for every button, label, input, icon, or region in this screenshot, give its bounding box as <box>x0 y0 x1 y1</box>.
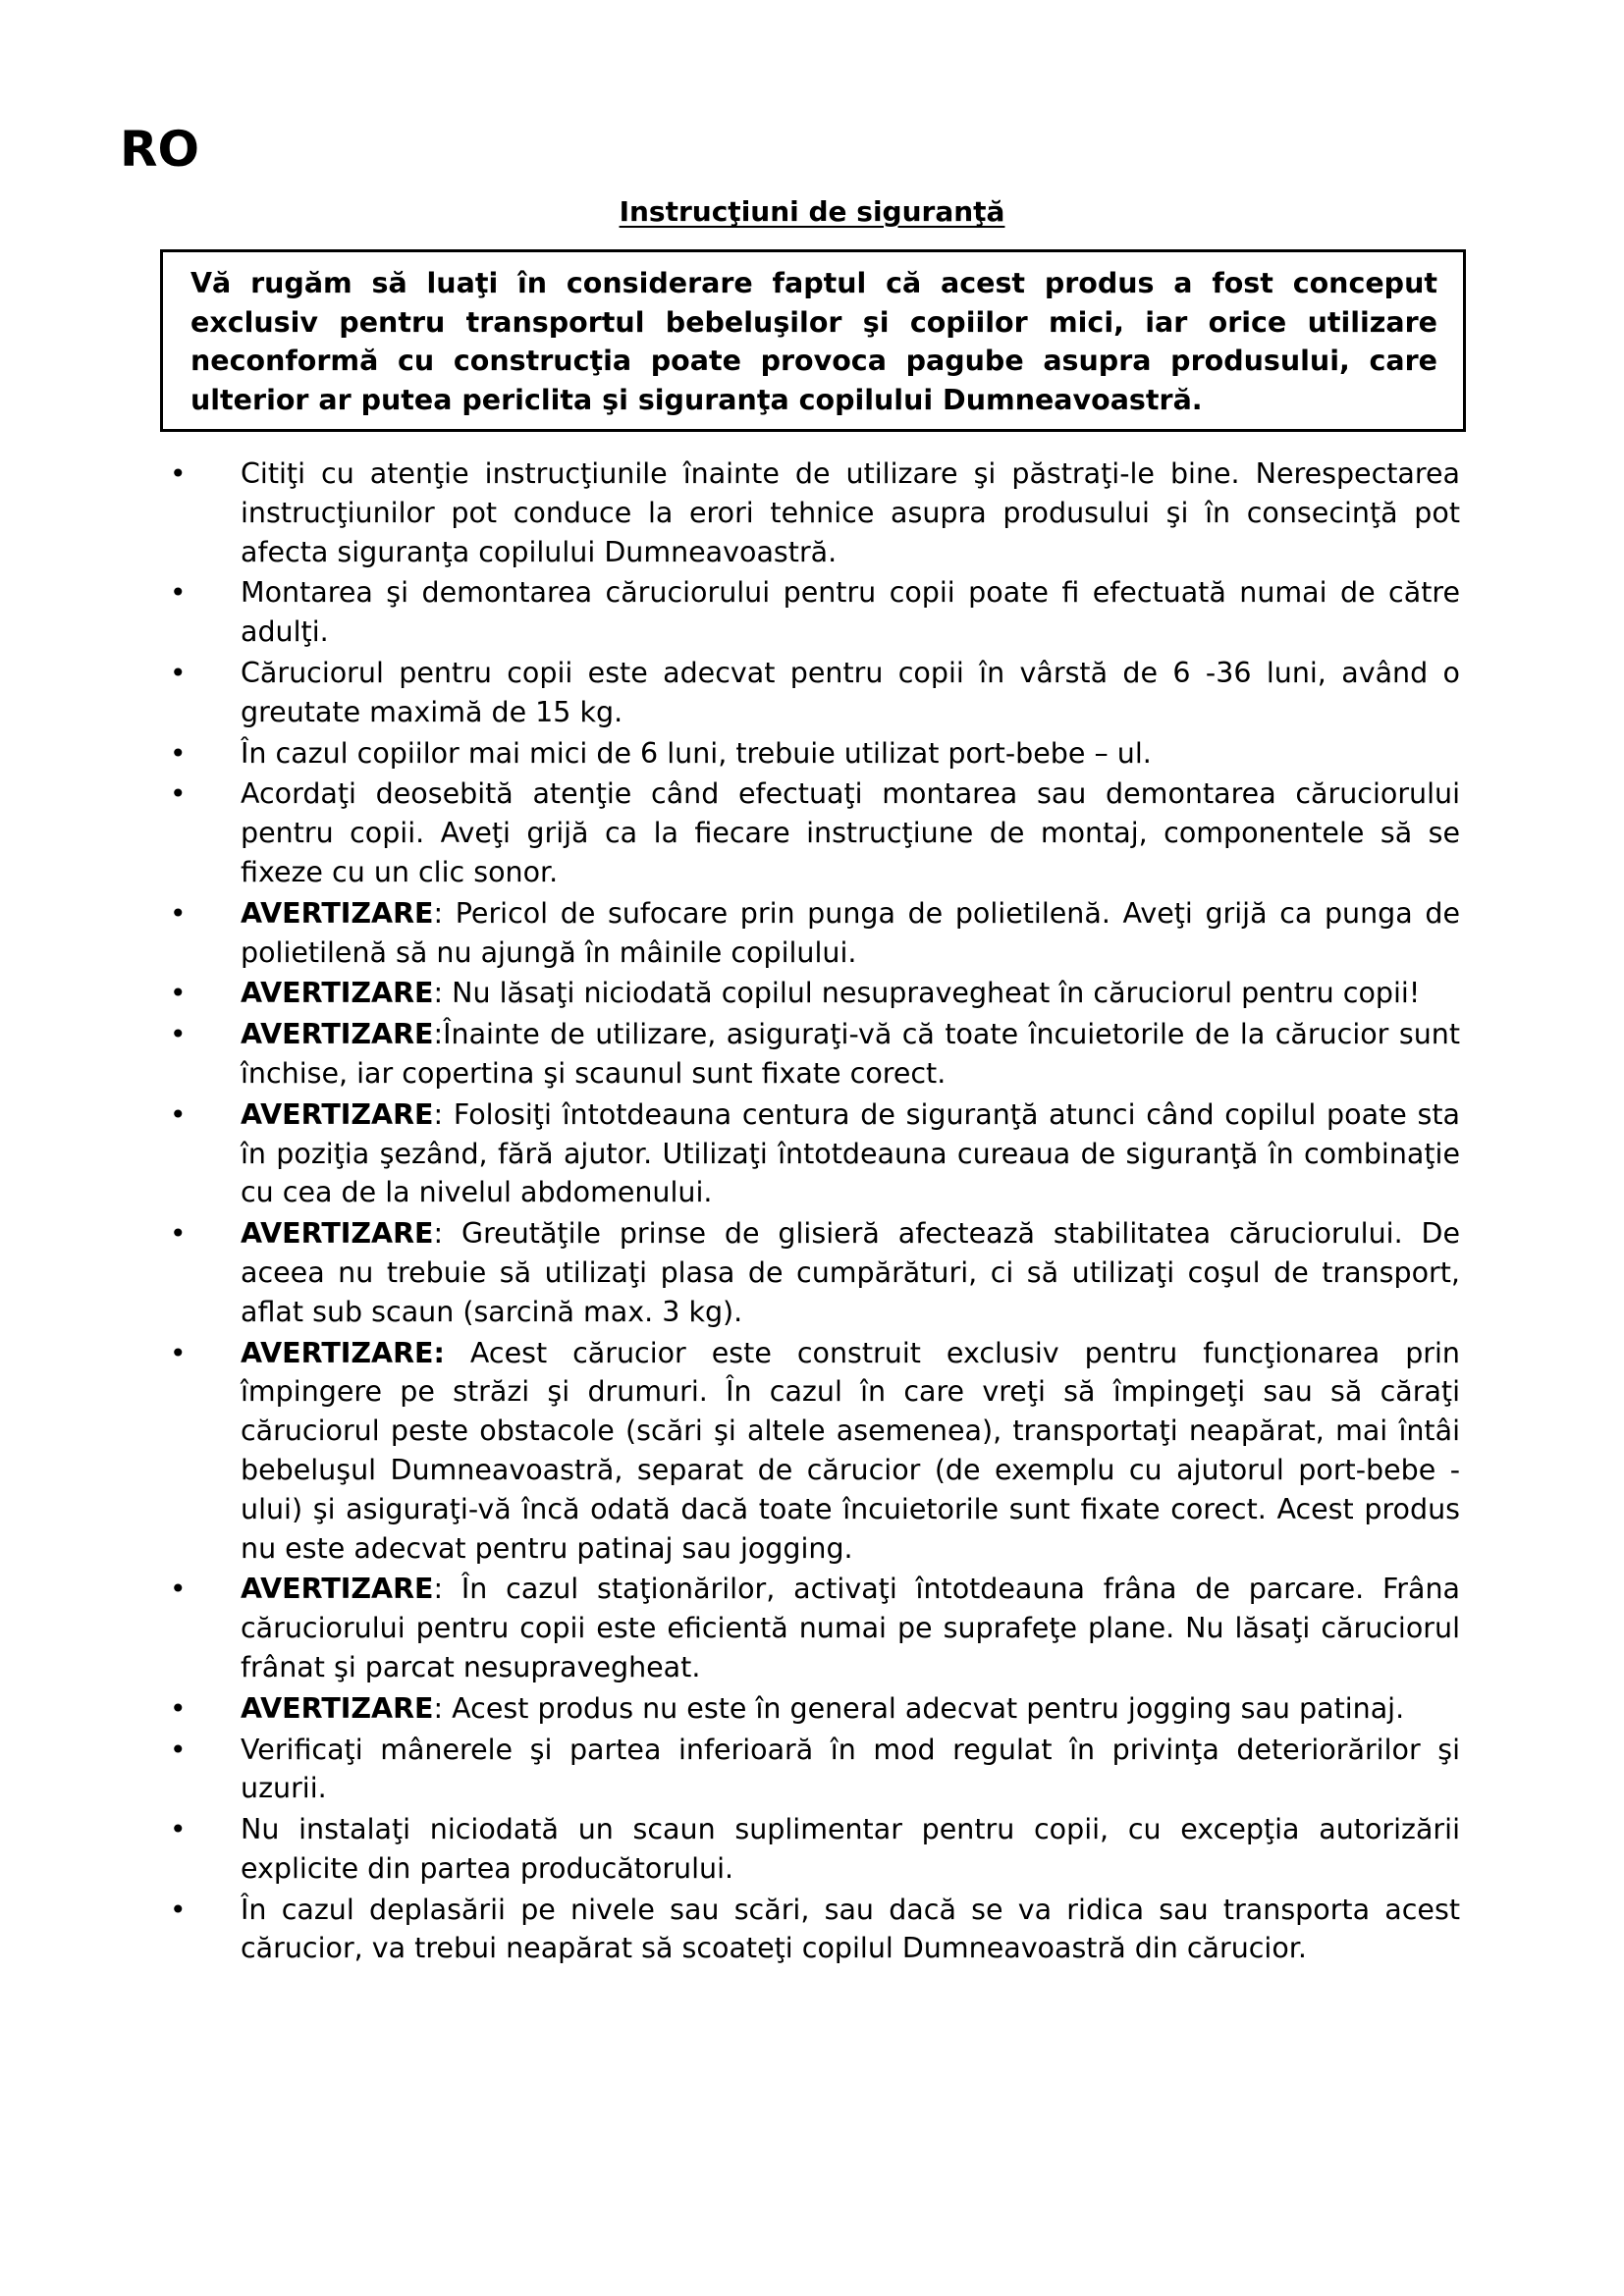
list-item <box>167 734 1460 774</box>
warning-label: AVERTIZARE <box>241 1691 434 1725</box>
bullet-icon: • <box>170 1813 187 1846</box>
item-text: În cazul deplasării pe nivele sau scări, sau dacă se va ridica sau transporta acest cărucior, va trebui neapărat să scoateţi copilul Dumneavoastră din cărucior. <box>241 1893 1460 1965</box>
item-text: :Înainte de utilizare, asiguraţi-vă că toate încuietorile de la cărucior sunt închise, iar copertina şi scaunul sunt fixate corect. <box>241 1018 1460 1090</box>
warning-label: AVERTIZARE <box>241 977 434 1010</box>
item-text: Citiţi cu atenţie instrucţiunile înainte de utilizare şi păstraţi-le bine. Nerespectarea instrucţiunilor pot conduce la erori tehnice asupra produsului şi în consecinţă pot afecta siguranţa copilului Dumneavoastră. <box>241 457 1460 568</box>
bullet-icon: • <box>170 777 187 811</box>
bullet-icon: • <box>170 977 187 1010</box>
list-item <box>167 573 1460 652</box>
bullet-icon: • <box>170 576 187 610</box>
item-text: : Greutăţile prinse de glisieră afectează stabilitatea căruciorului. De aceea nu trebuie să utilizaţi plasa de cumpărături, ci să utilizaţi coşul de transport, aflat sub scaun (sarcină max. 3 kg). <box>241 1217 1460 1328</box>
list-item <box>167 1214 1460 1331</box>
notice-box <box>160 249 1466 432</box>
list-item <box>167 1334 1460 1569</box>
warning-label: AVERTIZARE <box>241 1018 434 1051</box>
bullet-icon: • <box>170 1573 187 1606</box>
bullet-icon: • <box>170 1217 187 1251</box>
item-text: : Pericol de sufocare prin punga de polietilenă. Aveţi grijă ca punga de polietilenă să nu ajungă în mâinile copilului. <box>241 896 1460 969</box>
warning-label: AVERTIZARE <box>241 1217 434 1251</box>
warning-label: AVERTIZARE <box>241 1573 434 1606</box>
item-text: În cazul copiilor mai mici de 6 luni, trebuie utilizat port-bebe – ul. <box>241 736 1152 770</box>
list-item <box>167 1731 1460 1809</box>
item-text: Montarea şi demontarea căruciorului pentru copii poate fi efectuată numai de către adulţi. <box>241 576 1460 649</box>
warning-label: AVERTIZARE <box>241 896 434 930</box>
item-text: Verificaţi mânerele şi partea inferioară în mod regulat în privinţa deteriorărilor şi uzurii. <box>241 1733 1460 1805</box>
item-text: Acest cărucior este construit exclusiv pentru funcţionarea prin împingere pe străzi şi drumuri. În cazul în care vreţi să împingeţi sau să căraţi căruciorul peste obstacole (scări şi altele asemenea), transportaţi neapărat, mai întâi bebeluşul Dumneavoastră, separat de cărucior (de exemplu cu ajutorul port-bebe - ului) şi asiguraţi-vă încă odată dacă toate încuietorile sunt fixate corect. Acest produs nu este adecvat pentru patinaj sau jogging. <box>241 1336 1460 1565</box>
warning-label: AVERTIZARE <box>241 1097 434 1131</box>
list-item <box>167 1015 1460 1094</box>
page-title: Instrucţiuni de siguranţă <box>619 195 1005 228</box>
list-item <box>167 894 1460 973</box>
list-item <box>167 1891 1460 1969</box>
list-item <box>167 1689 1460 1729</box>
item-text: Acordaţi deosebită atenţie când efectuaţi montarea sau demontarea căruciorului pentru copii. Aveţi grijă ca la fiecare instrucţiune de montaj, componentele să se fixeze cu un clic sonor. <box>241 777 1460 888</box>
list-item <box>167 974 1460 1013</box>
item-text: : În cazul staţionărilor, activaţi întotdeauna frâna de parcare. Frâna căruciorului pentru copii este eficientă numai pe suprafeţe plane. Nu lăsaţi căruciorul frânat şi parcat nesupravegheat. <box>241 1573 1460 1683</box>
item-text: : Acest produs nu este în general adecvat pentru jogging sau patinaj. <box>433 1691 1405 1725</box>
bullet-icon: • <box>170 896 187 930</box>
item-text: Nu instalaţi niciodată un scaun suplimentar pentru copii, cu excepţia autorizării explicite din partea producătorului. <box>241 1813 1460 1885</box>
bullet-icon: • <box>170 1097 187 1131</box>
bullet-icon: • <box>170 1018 187 1051</box>
notice-text: Vă rugăm să luaţi în considerare faptul că acest produs a fost conceput exclusiv pentru transportul bebeluşilor şi copiilor mici, iar orice utilizare neconformă cu construcţia poate provoca pagube asupra produsului, care ulterior ar putea periclita şi siguranţa copilului Dumneavoastră. <box>190 267 1437 416</box>
item-text: Căruciorul pentru copii este adecvat pentru copii în vârstă de 6 -36 luni, având o greutate maximă de 15 kg. <box>241 656 1460 728</box>
bullet-icon: • <box>170 1733 187 1766</box>
warning-label: AVERTIZARE: <box>241 1336 445 1369</box>
list-item <box>167 454 1460 571</box>
list-item <box>167 774 1460 891</box>
list-item <box>167 654 1460 732</box>
bullet-icon: • <box>170 656 187 689</box>
bullet-icon: • <box>170 457 187 490</box>
bullet-icon: • <box>170 736 187 770</box>
list-item <box>167 1570 1460 1686</box>
item-text: : Nu lăsaţi niciodată copilul nesupravegheat în căruciorul pentru copii! <box>433 977 1421 1010</box>
language-code: RO <box>120 121 200 178</box>
bullet-icon: • <box>170 1893 187 1926</box>
item-text: : Folosiţi întotdeauna centura de siguranţă atunci când copilul poate sta în poziţia şezând, fără ajutor. Utilizaţi întotdeauna cureaua de siguranţă în combinaţie cu cea de la nivelul abdomenului. <box>241 1097 1460 1209</box>
bullet-icon: • <box>170 1691 187 1725</box>
list-item <box>167 1810 1460 1889</box>
safety-list <box>167 454 1460 1970</box>
list-item <box>167 1095 1460 1212</box>
bullet-icon: • <box>170 1336 187 1369</box>
